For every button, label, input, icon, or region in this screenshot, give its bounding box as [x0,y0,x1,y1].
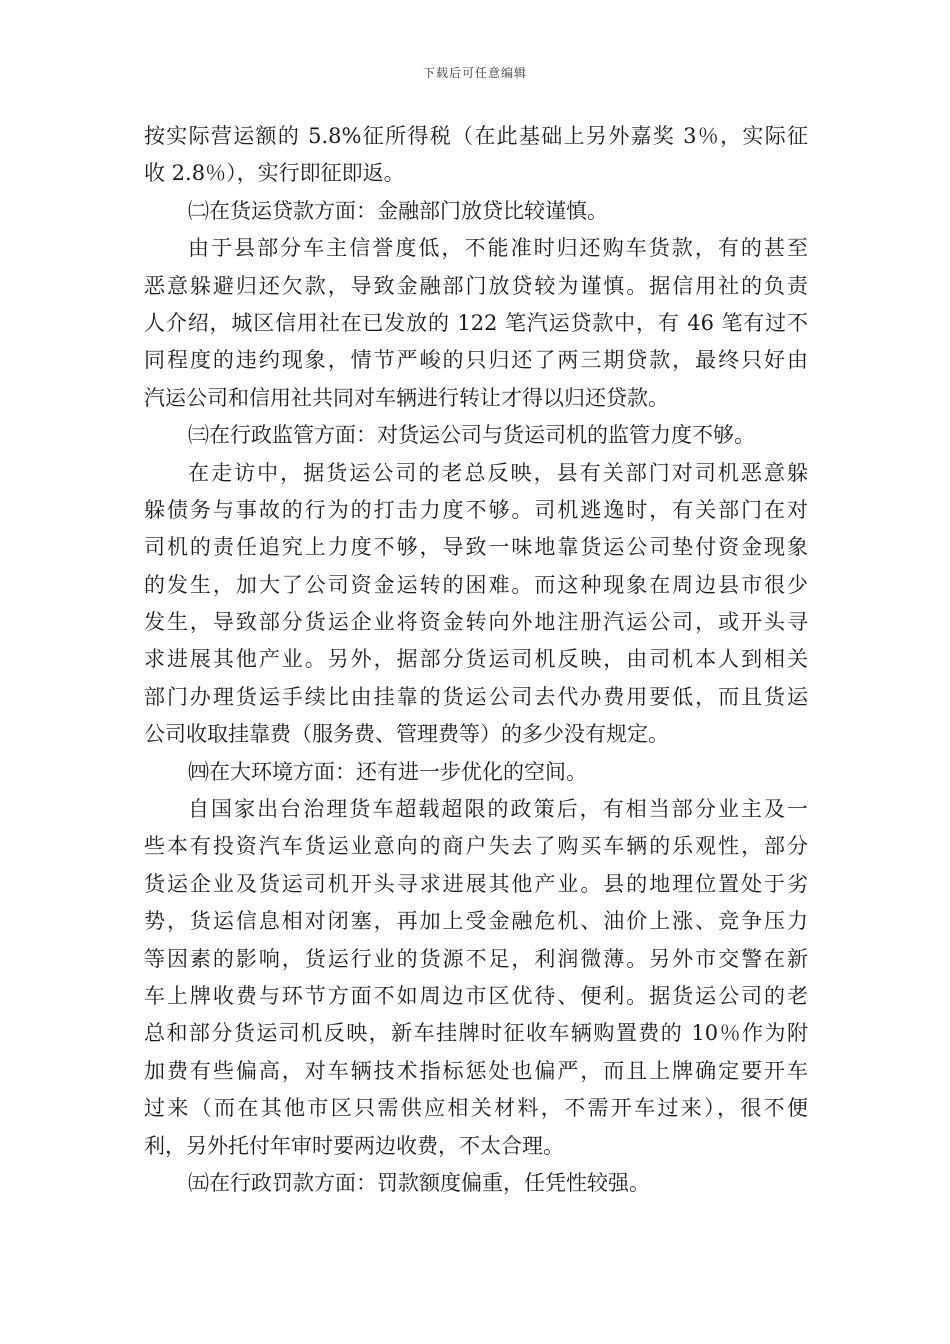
section-heading: ㈤在行政罚款方面：罚款额度偏重，任凭性较强。 [188,1170,650,1195]
text-line: 发生，导致部分货运企业将资金转向外地注册汽运公司，或开头寻 [144,610,808,635]
text-line: 求进展其他产业。另外，据部分货运司机反映，由司机本人到相关 [144,647,808,672]
text-line: 公司收取挂靠费（服务费、管理费等）的多少没有规定。 [144,722,669,747]
text-line: 加费有些偏高，对车辆技术指标惩处也偏严，而且上牌确定要开车 [144,1058,808,1083]
text-line: 躲债务与事故的行为的打击力度不够。司机逃逸时，有关部门在对 [144,497,808,522]
text-line: 由于县部分车主信誉度低，不能准时归还购车货款，有的甚至 [188,236,808,261]
page-header: 下载后可任意编辑 [422,66,527,80]
text-line: 人介绍，城区信用社在已发放的 122 笔汽运贷款中，有 46 笔有过不 [144,310,808,335]
text-line: 货运企业及货运司机开头寻求进展其他产业。县的地理位置处于劣 [144,871,808,896]
text-line: 同程度的违约现象，情节严峻的只归还了两三期贷款，最终只好由 [144,348,808,373]
text-line: 车上牌收费与环节方面不如周边市区优待、便利。据货运公司的老 [144,983,808,1008]
document-body [144,118,808,1202]
text-line: 司机的责任追究上力度不够，导致一味地靠货运公司垫付资金现象 [144,535,808,560]
text-line: 恶意躲避归还欠款，导致金融部门放贷较为谨慎。据信用社的负责 [144,273,808,298]
text-line: 按实际营运额的 5.8%征所得税（在此基础上另外嘉奖 3％，实际征 [144,124,808,148]
text-line: 汽运公司和信用社共同对车辆进行转让才得以归还贷款。 [144,385,669,410]
section-heading: ㈢在行政监管方面：对货运公司与货运司机的监管力度不够。 [188,423,755,448]
text-line: 在走访中，据货运公司的老总反映，县有关部门对司机恶意躲 [188,460,808,485]
text-line: 利，另外托付年审时要两边收费，不太合理。 [144,1133,564,1158]
text-line: 等因素的影响，货运行业的货源不足，利润微薄。另外市交警在新 [144,946,808,971]
text-line: 的发生，加大了公司资金运转的困难。而这种现象在周边县市很少 [144,572,808,597]
text-line: 些本有投资汽车货运业意向的商户失去了购买车辆的乐观性，部分 [144,834,808,859]
text-line: 收 2.8％），实行即征即返。 [144,161,405,186]
section-heading: ㈡在货运贷款方面：金融部门放贷比较谨慎。 [188,198,608,223]
text-line: 势，货运信息相对闭塞，再加上受金融危机、油价上涨、竞争压力 [144,909,808,934]
text-line: 总和部分货运司机反映，新车挂牌时征收车辆购置费的 10％作为附 [144,1021,808,1046]
text-line: 部门办理货运手续比由挂靠的货运公司去代办费用要低，而且货运 [144,684,808,709]
section-heading: ㈣在大环境方面：还有进一步优化的空间。 [188,759,587,784]
text-line: 自国家出台治理货车超载超限的政策后，有相当部分业主及一 [188,797,808,822]
text-line: 过来（而在其他市区只需供应相关材料，不需开车过来），很不便 [144,1096,808,1121]
